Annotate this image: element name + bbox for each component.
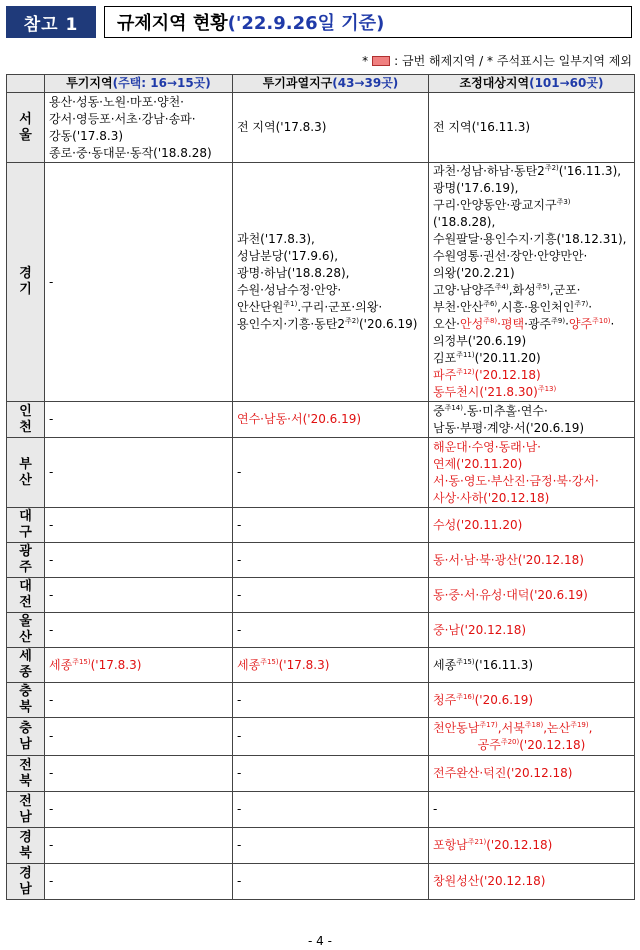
gyeonggi-col2: 과천('17.8.3), 성남분당('17.9.6), 광명·하남('18.8.28), 수원·성남수정·안양· 안산단원$^{주1)}$.구리·군포·의왕· 용인수지·기흥·동탄$2^{주2)}('20.6.19)$ <box>233 163 429 402</box>
daegu-col3: 수성('20.11.20) <box>429 508 635 543</box>
seoul-col2: 전 지역('17.8.3) <box>233 93 429 163</box>
daejeon-col3: 동·중·서·유성·대덕('20.6.19) <box>429 578 635 613</box>
legend-prefix: * <box>362 53 369 68</box>
jeonnam-col3: - <box>429 792 635 828</box>
daejeon-col2: - <box>233 578 429 613</box>
row-jeonbuk <box>7 756 635 792</box>
header-overheated-district: 투기과열지구(43→39곳) <box>233 75 429 93</box>
jeonnam-col2: - <box>233 792 429 828</box>
jeonbuk-col2: - <box>233 756 429 792</box>
row-incheon <box>7 402 635 438</box>
chungnam-col1: - <box>45 718 233 756</box>
region-sejong: 세 종 <box>7 648 45 683</box>
reference-badge: 참고 1 <box>6 6 96 38</box>
row-gwangju <box>7 543 635 578</box>
jeonbuk-col3: 전주완산·덕진('20.12.18) <box>429 756 635 792</box>
gyeonggi-col1: - <box>45 163 233 402</box>
jeonnam-col1: - <box>45 792 233 828</box>
gyeonggi-col3: 과천·성남·하남·동탄$2^{주2)}('16.11.3)$, 광명('17.6.19), 구리·안양동안·광교지구$^{주3)}$('18.8.28), 수원팔달·용인수지·기흥('18.12.31), 수원영통·권선·장안·안양만안· 의왕('20.2.21) 고양·남양주$^{주4)}$,화성$^{주5)}$,군포· 부천·안산$^{주6)}$,시흥·용인처인$^{주7)}$· 오산·안성$^{주8)}$·평택·광주$^{주9)}$·양주$^{주10)}$· 의정부('20.6.19) 김포$^{주11)}$('20.11.20) 파주$^{주12)}$('20.12.18) 동두천시$('21.8.30)^{주13)}$ <box>429 163 635 402</box>
incheon-col1: - <box>45 402 233 438</box>
region-gwangju: 광 주 <box>7 543 45 578</box>
row-gyeonggi <box>7 163 635 402</box>
sejong-col3: 세종$^{주15)}$('16.11.3) <box>429 648 635 683</box>
gyeongnam-col1: - <box>45 864 233 900</box>
title-row <box>6 6 632 38</box>
legend-text: : 금번 해제지역 / * 주석표시는 일부지역 제외 <box>394 54 632 68</box>
region-jeonbuk: 전 북 <box>7 756 45 792</box>
region-gyeongnam: 경 남 <box>7 864 45 900</box>
row-gyeongnam <box>7 864 635 900</box>
incheon-col2: 연수·남동·서('20.6.19) <box>233 402 429 438</box>
daegu-col1: - <box>45 508 233 543</box>
region-incheon: 인 천 <box>7 402 45 438</box>
daejeon-col1: - <box>45 578 233 613</box>
gwangju-col3: 동·서·남·북·광산('20.12.18) <box>429 543 635 578</box>
busan-col2: - <box>233 438 429 508</box>
gyeongnam-col2: - <box>233 864 429 900</box>
title-date: ('22.9.26일 기준) <box>227 13 385 34</box>
page-title <box>104 6 632 38</box>
sejong-col1: 세종$^{주15)}$('17.8.3) <box>45 648 233 683</box>
region-busan: 부 산 <box>7 438 45 508</box>
gyeongbuk-col1: - <box>45 828 233 864</box>
gyeongnam-col3: 창원성산('20.12.18) <box>429 864 635 900</box>
row-daejeon <box>7 578 635 613</box>
busan-col1: - <box>45 438 233 508</box>
region-daegu: 대 구 <box>7 508 45 543</box>
ulsan-col1: - <box>45 613 233 648</box>
gwangju-col1: - <box>45 543 233 578</box>
ulsan-col3: 중·남('20.12.18) <box>429 613 635 648</box>
regulation-table <box>6 74 635 900</box>
page-number: - 4 - <box>308 934 332 948</box>
seoul-col3: 전 지역('16.11.3) <box>429 93 635 163</box>
region-gyeonggi: 경 기 <box>7 163 45 402</box>
region-chungbuk: 충 북 <box>7 683 45 718</box>
region-jeonnam: 전 남 <box>7 792 45 828</box>
row-busan <box>7 438 635 508</box>
sejong-col2: 세종$^{주15)}$('17.8.3) <box>233 648 429 683</box>
header-corner <box>7 75 45 93</box>
gyeongbuk-col3: 포항남$^{주21)}$('20.12.18) <box>429 828 635 864</box>
jeonbuk-col1: - <box>45 756 233 792</box>
gyeongbuk-col2: - <box>233 828 429 864</box>
chungnam-col2: - <box>233 718 429 756</box>
chungbuk-col2: - <box>233 683 429 718</box>
region-chungnam: 충 남 <box>7 718 45 756</box>
row-chungbuk <box>7 683 635 718</box>
ulsan-col2: - <box>233 613 429 648</box>
header-row <box>7 75 635 93</box>
row-chungnam <box>7 718 635 756</box>
gwangju-col2: - <box>233 543 429 578</box>
row-sejong <box>7 648 635 683</box>
region-ulsan: 울 산 <box>7 613 45 648</box>
busan-col3: 해운대·수영·동래·남· 연제('20.11.20) 서·동·영도·부산진·금정·북·강서· 사상·사하('20.12.18) <box>429 438 635 508</box>
row-seoul <box>7 93 635 163</box>
header-speculation-area: 투기지역(주택: 16→15곳) <box>45 75 233 93</box>
legend-swatch <box>372 56 390 66</box>
row-daegu <box>7 508 635 543</box>
title-main: 규제지역 현황 <box>117 13 228 34</box>
chungbuk-col1: - <box>45 683 233 718</box>
seoul-col1: 용산·성동·노원·마포·양천· 강서·영등포·서초·강남·송파· 강동('17.8.3) 종로·중·동대문·동작('18.8.28) <box>45 93 233 163</box>
daegu-col2: - <box>233 508 429 543</box>
header-adjustment-area: 조정대상지역(101→60곳) <box>429 75 635 93</box>
row-gyeongbuk <box>7 828 635 864</box>
row-ulsan <box>7 613 635 648</box>
chungnam-col3: 천안동남$^{주17)}$,서북$^{주18)}$,논산$^{주19)}$, 공주$^{주20)}$('20.12.18) <box>429 718 635 756</box>
region-daejeon: 대 전 <box>7 578 45 613</box>
legend <box>362 52 632 69</box>
row-jeonnam <box>7 792 635 828</box>
region-gyeongbuk: 경 북 <box>7 828 45 864</box>
chungbuk-col3: 청주$^{주16)}$('20.6.19) <box>429 683 635 718</box>
incheon-col3: 중$^{주14)}$.동·미추홀·연수· 남동·부평·계양·서('20.6.19) <box>429 402 635 438</box>
region-seoul: 서 울 <box>7 93 45 163</box>
